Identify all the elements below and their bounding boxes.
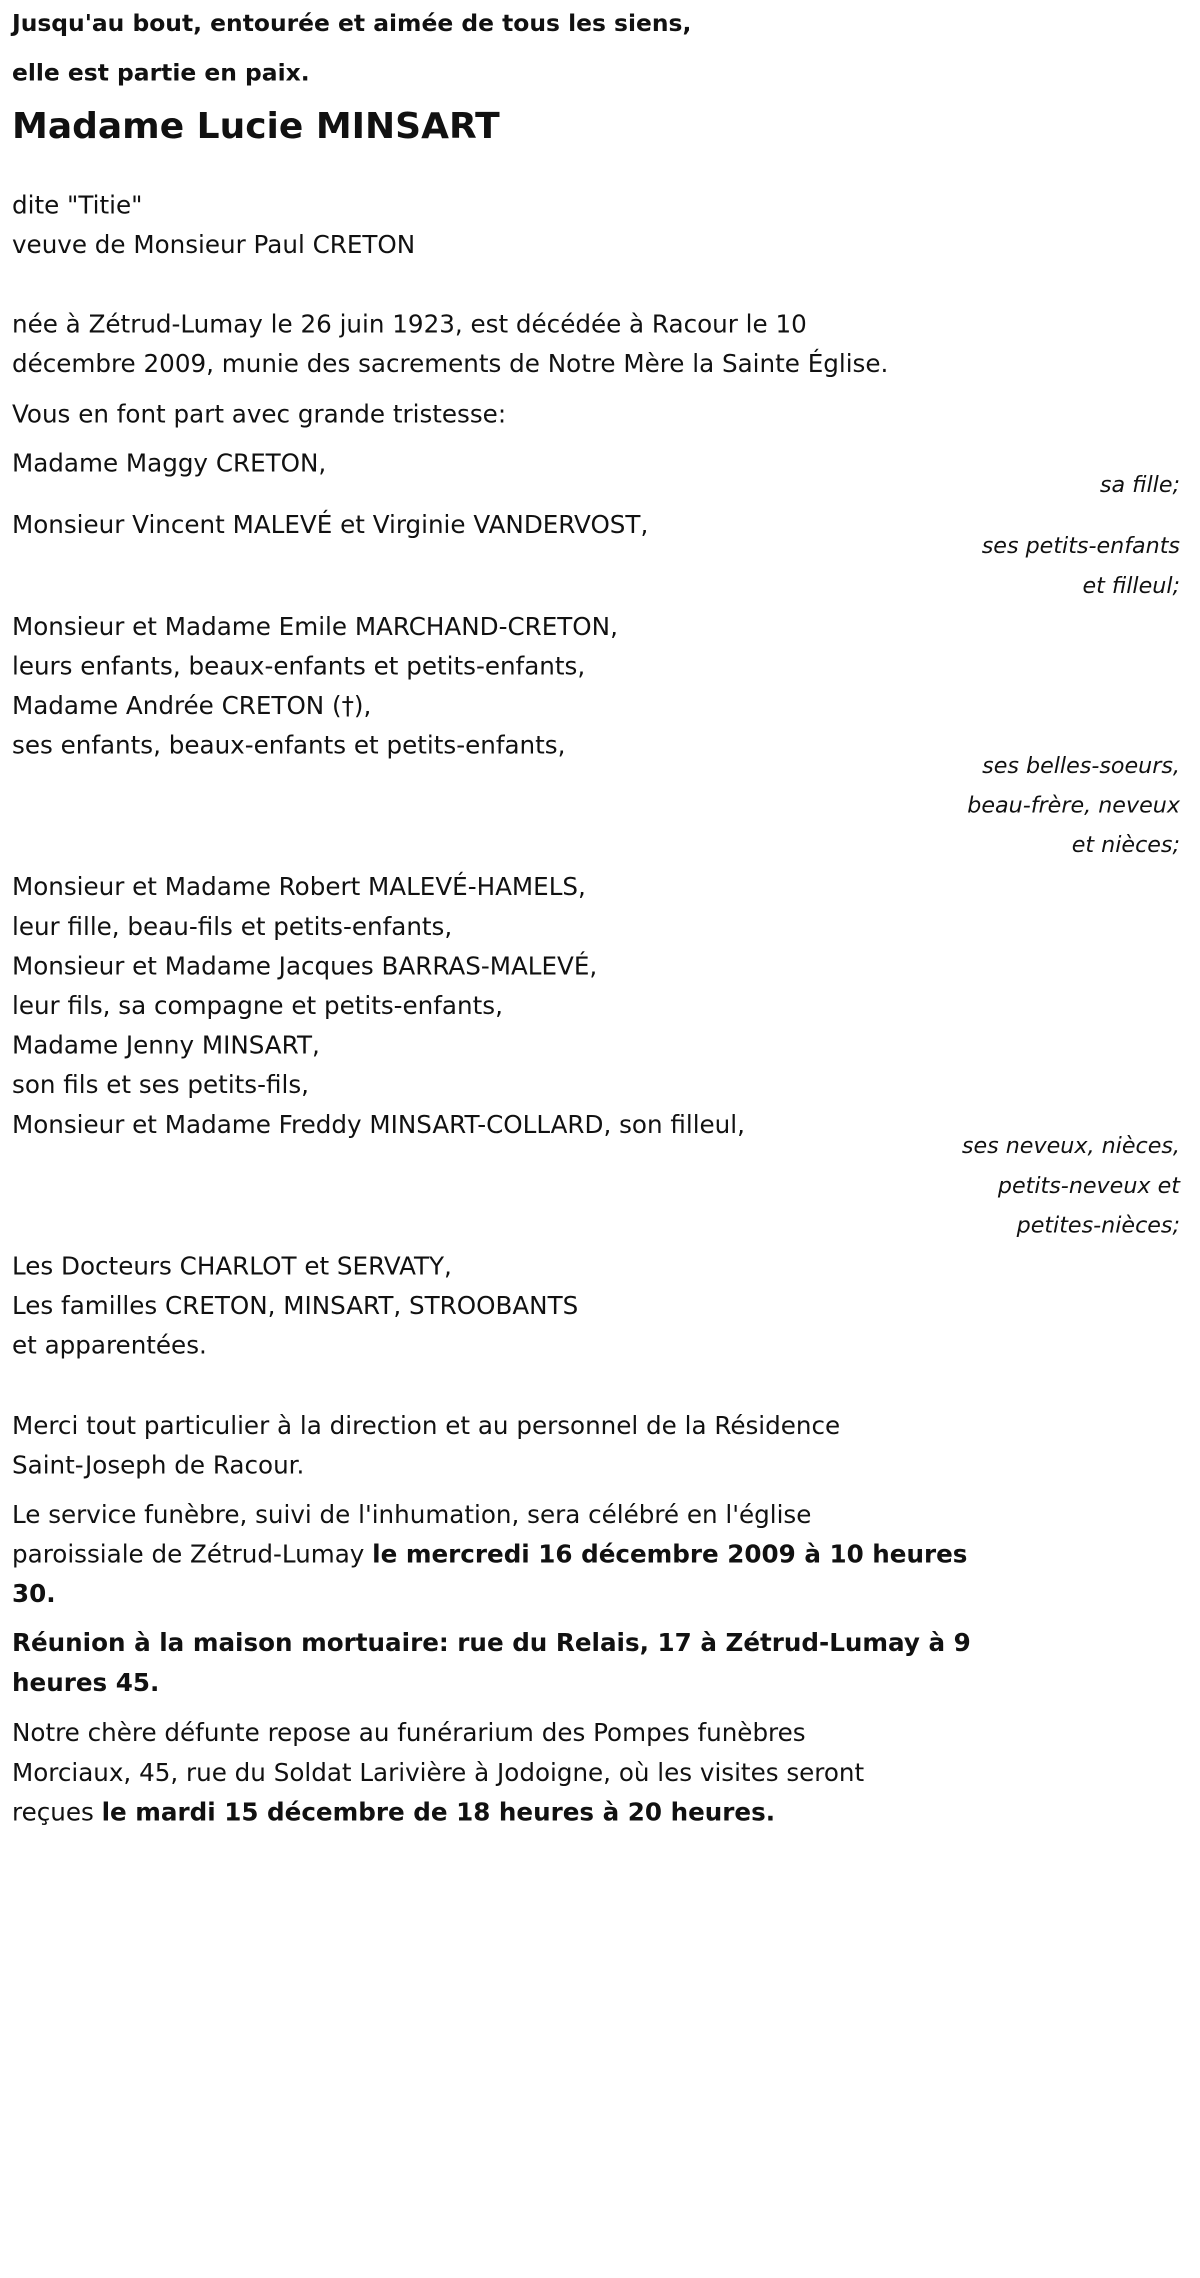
- family-line: Monsieur et Madame Robert MALEVÉ-HAMELS,: [12, 872, 586, 902]
- family-line: et apparentées.: [12, 1330, 207, 1360]
- family-line: son fils et ses petits-fils,: [12, 1070, 309, 1100]
- family-line: leur fils, sa compagne et petits-enfants,: [12, 991, 503, 1021]
- service-time: 30.: [12, 1579, 56, 1609]
- birth-death-line: décembre 2009, munie des sacrements de Notre Mère la Sainte Église.: [12, 349, 889, 378]
- deceased-name: Madame Lucie MINSART: [12, 105, 500, 148]
- service-line: Le service funèbre, suivi de l'inhumation, sera célébré en l'église: [12, 1500, 812, 1529]
- relation-label: beau-frère, neveux: [967, 793, 1180, 819]
- relation-label: ses neveux, nièces,: [961, 1134, 1180, 1160]
- birth-death-line: née à Zétrud-Lumay le 26 juin 1923, est décédée à Racour le 10: [12, 309, 807, 339]
- family-line: Monsieur et Madame Emile MARCHAND-CRETON,: [12, 612, 618, 641]
- announcement: Vous en font part avec grande tristesse:: [12, 399, 507, 429]
- family-line: Monsieur et Madame Jacques BARRAS-MALEVÉ,: [12, 951, 598, 981]
- relation-label: ses belles-soeurs,: [982, 753, 1180, 779]
- intro-line: elle est partie en paix.: [12, 58, 310, 87]
- meeting-line: Réunion à la maison mortuaire: rue du Relais, 17 à Zétrud-Lumay à 9: [12, 1628, 971, 1658]
- funerarium-line: Notre chère défunte repose au funérarium des Pompes funèbres: [12, 1718, 806, 1748]
- visits-date: le mardi 15 décembre de 18 heures à 20 heures.: [101, 1797, 776, 1827]
- service-line: [12, 1579, 56, 1608]
- intro-line: Jusqu'au bout, entourée et aimée de tous les siens,: [12, 9, 692, 38]
- funerarium-line: [12, 1798, 775, 1827]
- family-line: Monsieur et Madame Freddy MINSART-COLLARD, son filleul,: [12, 1110, 745, 1139]
- family-line: Monsieur Vincent MALEVÉ et Virginie VANDERVOST,: [12, 510, 649, 539]
- service-line: [12, 1540, 967, 1569]
- service-date: le mercredi 16 décembre 2009 à 10 heures: [372, 1539, 968, 1569]
- nickname: dite "Titie": [12, 190, 143, 220]
- relation-label: petits-neveux et: [997, 1173, 1180, 1199]
- family-line: Madame Andrée CRETON (†),: [12, 691, 372, 720]
- visits-label: reçues: [12, 1797, 102, 1827]
- relation-label: et filleul;: [1082, 573, 1180, 599]
- service-location: paroissiale de Zétrud-Lumay: [12, 1539, 373, 1569]
- thanks-line: Merci tout particulier à la direction et au personnel de la Résidence: [12, 1411, 841, 1440]
- relation-label: et nièces;: [1071, 832, 1180, 859]
- family-line: leurs enfants, beaux-enfants et petits-enfants,: [12, 651, 586, 681]
- meeting-line: heures 45.: [12, 1668, 160, 1697]
- funerarium-line: Morciaux, 45, rue du Soldat Larivière à Jodoigne, où les visites seront: [12, 1758, 865, 1787]
- spouse-line: veuve de Monsieur Paul CRETON: [12, 230, 416, 260]
- family-line: Les Docteurs CHARLOT et SERVATY,: [12, 1251, 452, 1281]
- family-line: Les familles CRETON, MINSART, STROOBANTS: [12, 1291, 579, 1320]
- relation-label: ses petits-enfants: [981, 534, 1180, 560]
- relation-label: sa fille;: [1099, 472, 1180, 499]
- family-line: Madame Maggy CRETON,: [12, 448, 327, 478]
- family-line: Madame Jenny MINSART,: [12, 1030, 320, 1060]
- relation-label: petites-nièces;: [1016, 1213, 1180, 1239]
- family-line: leur fille, beau-fils et petits-enfants,: [12, 912, 453, 941]
- thanks-line: Saint-Joseph de Racour.: [12, 1450, 305, 1480]
- family-line: ses enfants, beaux-enfants et petits-enfants,: [12, 730, 566, 760]
